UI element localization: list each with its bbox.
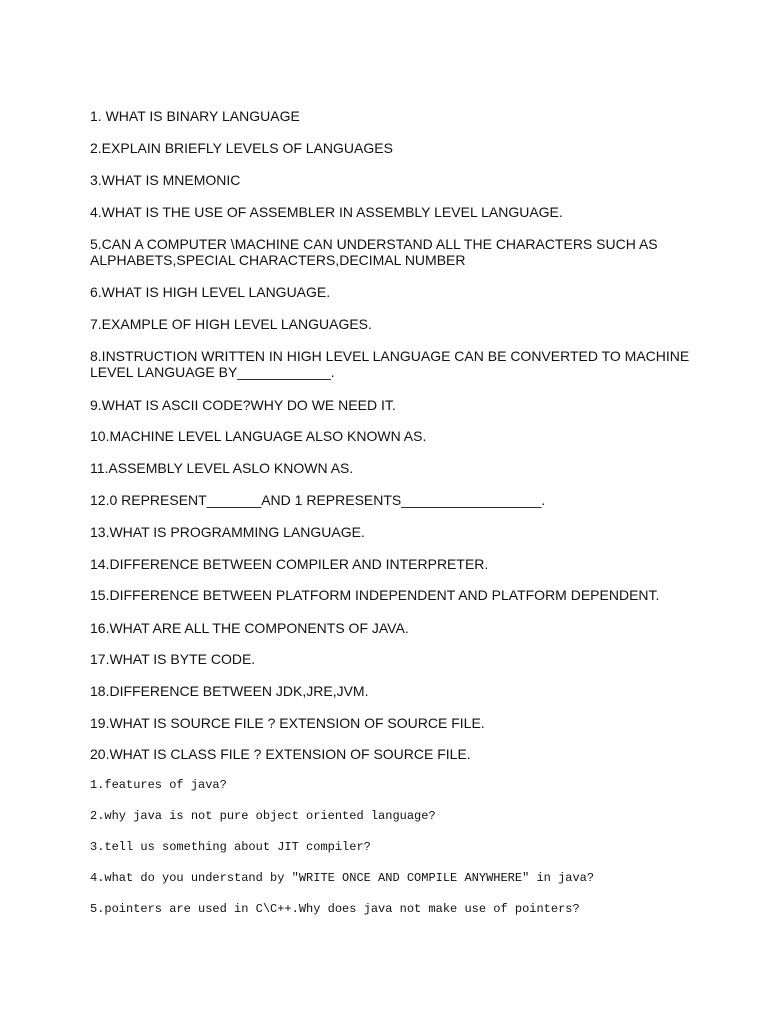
question-18: 18.DIFFERENCE BETWEEN JDK,JRE,JVM. xyxy=(90,683,369,699)
question-15: 15.DIFFERENCE BETWEEN PLATFORM INDEPENDENT AND PLATFORM DEPENDENT. xyxy=(90,587,660,603)
question-19: 19.WHAT IS SOURCE FILE ? EXTENSION OF SOURCE FILE. xyxy=(90,715,485,731)
question-13: 13.WHAT IS PROGRAMMING LANGUAGE. xyxy=(90,524,365,540)
java-question-5: 5.pointers are used in C\C++.Why does java not make use of pointers? xyxy=(90,902,580,916)
question-9: 9.WHAT IS ASCII CODE?WHY DO WE NEED IT. xyxy=(90,397,396,413)
question-7: 7.EXAMPLE OF HIGH LEVEL LANGUAGES. xyxy=(90,316,372,332)
java-question-4: 4.what do you understand by "WRITE ONCE AND COMPILE ANYWHERE" in java? xyxy=(90,871,595,885)
question-11: 11.ASSEMBLY LEVEL ASLO KNOWN AS. xyxy=(90,460,354,476)
question-5: 5.CAN A COMPUTER \MACHINE CAN UNDERSTAND ALL THE CHARACTERS SUCH AS ALPHABETS,SPECIAL CHARACTERS,DECIMAL NUMBER xyxy=(90,236,658,268)
question-4: 4.WHAT IS THE USE OF ASSEMBLER IN ASSEMBLY LEVEL LANGUAGE. xyxy=(90,204,563,220)
java-question-2: 2.why java is not pure object oriented language? xyxy=(90,809,436,823)
question-2: 2.EXPLAIN BRIEFLY LEVELS OF LANGUAGES xyxy=(90,140,393,156)
question-17: 17.WHAT IS BYTE CODE. xyxy=(90,651,256,667)
question-20: 20.WHAT IS CLASS FILE ? EXTENSION OF SOURCE FILE. xyxy=(90,746,471,762)
question-10: 10.MACHINE LEVEL LANGUAGE ALSO KNOWN AS. xyxy=(90,428,427,444)
java-question-3: 3.tell us something about JIT compiler? xyxy=(90,840,371,854)
question-1: 1. WHAT IS BINARY LANGUAGE xyxy=(90,108,300,124)
question-14: 14.DIFFERENCE BETWEEN COMPILER AND INTERPRETER. xyxy=(90,556,489,572)
question-12: 12.0 REPRESENT_______AND 1 REPRESENTS__________________. xyxy=(90,492,546,508)
question-3: 3.WHAT IS MNEMONIC xyxy=(90,172,241,188)
java-question-1: 1.features of java? xyxy=(90,778,227,792)
question-6: 6.WHAT IS HIGH LEVEL LANGUAGE. xyxy=(90,284,331,300)
question-8: 8.INSTRUCTION WRITTEN IN HIGH LEVEL LANGUAGE CAN BE CONVERTED TO MACHINE LEVEL LANGUAGE BY____________. xyxy=(90,348,690,380)
question-16: 16.WHAT ARE ALL THE COMPONENTS OF JAVA. xyxy=(90,620,409,636)
